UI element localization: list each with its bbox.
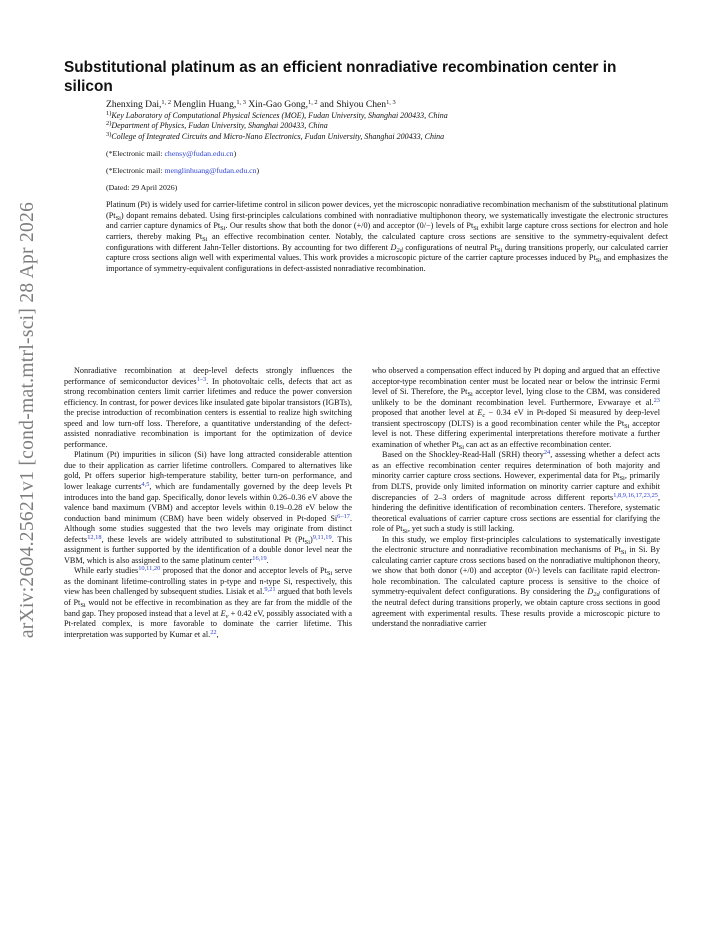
citation-link[interactable]: 24: [543, 449, 551, 457]
arxiv-sidebar: [14, 160, 42, 680]
paragraph: Nonradiative recombination at deep-level defects strongly influences the performance of semiconductor devices$^{1-3}$. In photovoltaic cells, defects that act as strong recombination centers limit carrier lifetimes and reduce the power conversion efficiency. In contrast, for power devices like insulated gate bipolar transistors (IGBTs), the precise introduction of recombination centers is essential to realize high switching speed and low turn-off loss. Therefore, a quantitative understanding of the defect-assisted nonradiative recombination is important for the optimization of device performance.: [64, 366, 352, 449]
citation-link[interactable]: 9,11,19: [312, 533, 332, 541]
author-block: [106, 99, 668, 274]
citation-link[interactable]: 1–3: [196, 375, 207, 383]
arxiv-identifier: arXiv:2604.25621v1 [cond-mat.mtrl-sci] 28 Apr 2026: [17, 201, 39, 639]
left-column: [64, 366, 352, 640]
author-list: Zhenxing Dai,$^{1, 2}$ Menglin Huang,$^{1, 3}$ Xin-Gao Gong,$^{1, 2}$ and Shiyou Chen$^{1, 3}$: [106, 99, 396, 110]
email-link-1[interactable]: chensy@fudan.edu.cn: [164, 149, 234, 159]
email-line-1: (*Electronic mail: chensy@fudan.edu.cn): [106, 149, 237, 159]
paragraph: In this study, we employ first-principles calculations to systematically investigate the electronic structure and nonradiative recombination mechanisms of $Pt_{Si}$ in Si. By calculating carrier capture cross sections based on the nonradiative multiphonon theory, we show that both donor (+/0) and acceptor (0/-) levels can facilitate rapid electron-hole recombination. The calculated capture process is sensitive to the choice of symmetry-equivalent defect configurations. By considering the $D_{2d}$ configurations of the neutral defect during transitions properly, we obtain capture cross sections in good agreement with experimental results. These results provide a microscopic picture to understand the nonradiative carrier: [372, 534, 660, 629]
citation-link[interactable]: 22: [210, 628, 217, 636]
paragraph: Platinum (Pt) impurities in silicon (Si) have long attracted considerable attention due to their application as carrier lifetime controllers. Compared to alternatives like gold, Pt offers superior high-temperature stability, better turn-on performance, and lower leakage currents$^{4,5}$, which are fundamentally governed by the deep levels Pt introduces into the band gap. Specifically, donor levels within 0.26–0.36 eV above the valence band maximum (VBM) and acceptor levels within 0.19–0.28 eV below the conduction band minimum (CBM) have been widely observed in Pt-doped Si$^{6-17}$. Although some studies suggested that the two levels may originate from distinct defects$^{12,18}$, these levels are widely attributed to substitutional Pt $(Pt_{Si})^{9,11,19}$. This assignment is further supported by the identification of a double donor level near the VBM, which is also assigned to the same platinum center$^{16,19}$.: [64, 450, 353, 565]
citation-link[interactable]: 1,8,9,16,17,23,25: [613, 491, 658, 499]
abstract: Platinum (Pt) is widely used for carrier-lifetime control in silicon power devices, yet the microscopic nonradiative recombination mechanism of the substitutional platinum $(Pt_{Si})$ dopant remains debated. Using first-principles calculations combined with nonradiative multiphonon theory, we systematically investigate the electronic structures and carrier capture dynamics of $Pt_{Si}$. Our results show that both the donor (+/0) and acceptor (0/−) levels of $Pt_{Si}$ exhibit large capture cross sections for electron and hole carriers, thereby making $Pt_{Si}$ an effective recombination center. Notably, the calculated capture cross sections are sensitive to the symmetry-equivalent defect configurations with different Jahn-Teller distortions. By accounting for two different $D_{2d}$ configurations of neutral $Pt_{Si}$ during transitions properly, our calculated carrier capture cross sections align well with experimental values. This work provides a microscopic picture of the carrier capture processes induced by $Pt_{Si}$ and emphasizes the importance of symmetry-equivalent configurations in defect-assisted nonradiative recombination.: [106, 200, 668, 273]
paragraph: who observed a compensation effect induced by Pt doping and argued that an effective acceptor-type recombination center must be located near or below the intrinsic Fermi level of Si. Therefore, the $Pt_{Si}$ acceptor level, lying close to the CBM, was considered unlikely to be the dominant recombination level. Furthermore, Evwaraye et al.$^{23}$ proposed that another level at $E_c - 0.34$ eV in Pt-doped Si measured by deep-level transient spectroscopy (DLTS) is a good recombination center while the $Pt_{Si}$ acceptor level is not. These differing experimental interpretations therefore motivate a further examination of whether $Pt_{Si}$ can act as an effective recombination center.: [372, 366, 661, 451]
citation-link[interactable]: 16,19: [252, 554, 267, 562]
citation-link[interactable]: 9,21: [264, 586, 276, 594]
affiliation-3: $^{3)}$College of Integrated Circuits and Micro-Nano Electronics, Fudan University, Shanghai 200433, China: [106, 130, 445, 141]
paragraph: While early studies$^{10,11,20}$ proposed that the donor and acceptor levels of $Pt_{Si}$ serve as the dominant lifetime-controlling states in p-type and n-type Si, respectively, this view has been challenged by subsequent studies. Lisiak et al.$^{9,21}$ argued that both levels of $Pt_{Si}$ would not be effective in recombination as they are far from the middle of the band gap. They proposed instead that a level at $E_v + 0.42$ eV, possibly associated with a Pt-related complex, is more favorable to dominate the carrier lifetime. This interpretation was supported by Kumar et al.$^{22}$,: [64, 565, 353, 639]
affiliation-2: $^{2)}$Department of Physics, Fudan University, Shanghai 200433, China: [106, 120, 328, 131]
citation-link[interactable]: 4,5: [141, 481, 150, 489]
citation-link[interactable]: 6–17: [337, 512, 350, 520]
email-link-2[interactable]: menglinhuang@fudan.edu.cn: [164, 166, 257, 176]
paragraph: Based on the Shockley-Read-Hall (SRH) theory$^{24}$, assessing whether a defect acts as an effective recombination center requires determination of both majority and minority carrier capture cross sections. However, experimental data for $Pt_{Si}$, primarily from DLTS, provide only limited information on minority carrier capture and exhibit discrepancies of 2–3 orders of magnitude across different reports$^{1,8,9,16,17,23,25}$, hindering the definitive identification of recombination centers. Therefore, systematic theoretical evaluations of carrier capture cross sections are essential for clarifying the role of $Pt_{Si}$, yet such a study is still lacking.: [372, 449, 661, 536]
paper-title: Substitutional platinum as an efficient nonradiative recombination center in silicon: [64, 59, 617, 95]
date-line: (Dated: 29 April 2026): [106, 183, 178, 193]
citation-link[interactable]: 12,18: [87, 533, 102, 541]
right-column: [372, 366, 660, 630]
citation-link[interactable]: 23: [653, 396, 660, 404]
citation-link[interactable]: 10,11,20: [138, 565, 161, 573]
email-line-2: (*Electronic mail: menglinhuang@fudan.edu.cn): [106, 166, 260, 176]
affiliation-1: $^{1)}$Key Laboratory of Computational Physical Sciences (MOE), Fudan University, Shanghai 200433, China: [106, 110, 448, 120]
paper-header: [64, 58, 668, 274]
